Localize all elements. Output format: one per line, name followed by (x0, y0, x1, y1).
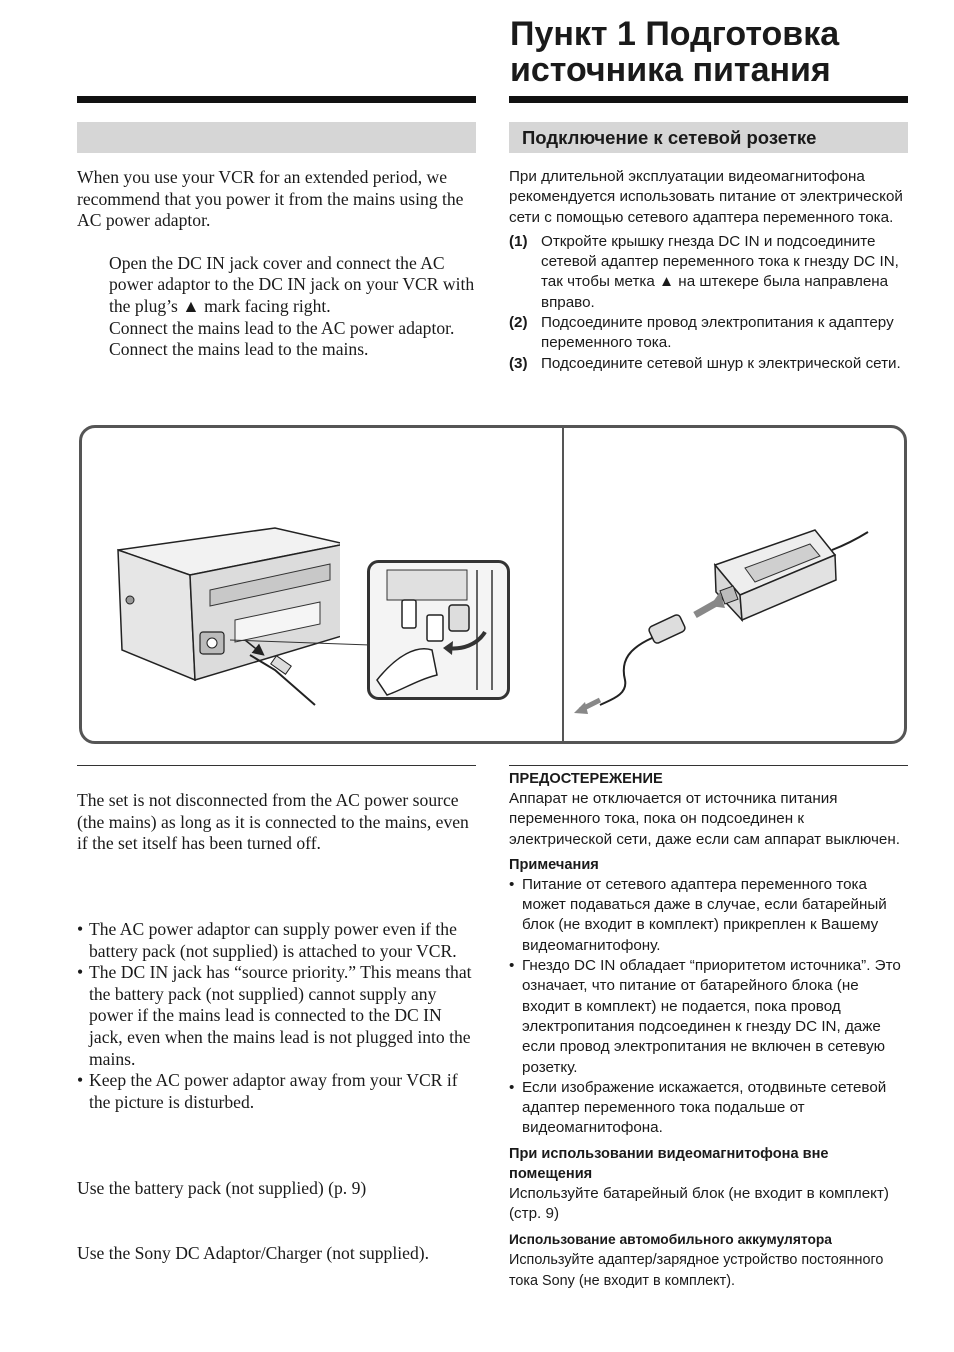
russian-outdoors-heading: При использовании видеомагнитофона вне помещения (509, 1145, 829, 1182)
step-number: (1) (509, 232, 528, 250)
english-caution: The set is not disconnected from the AC power source (the mains) as long as it is connected to the mains, even if the set itself has been turned off. (77, 790, 469, 854)
russian-outdoors-text: Используйте батарейный блок (не входит в комплект) (стр. 9) (509, 1184, 889, 1223)
russian-section-bar (509, 122, 908, 153)
english-steps (109, 253, 475, 361)
russian-step-1 (509, 232, 909, 313)
note-text: Питание от сетевого адаптера переменного тока может подаваться даже в случае, если батарейный блок (не входит в комплект) прикреплен к Вашему видеомагнитофону. (522, 875, 887, 954)
step-number: (2) (509, 314, 528, 332)
russian-car-heading: Использование автомобильного аккумулятора (509, 1232, 832, 1248)
english-outdoors-text: Use the battery pack (not supplied) (p. 9) (77, 1178, 367, 1198)
page-title (510, 16, 930, 88)
russian-note-3 (509, 1078, 909, 1139)
bullet: • (77, 919, 84, 939)
note-text: The DC IN jack has “source priority.” This means that the battery pack (not supplied) cannot supply any power if the mains lead is connected to the DC IN jack, even when the mains lead is not plugged into the mains. (89, 962, 472, 1069)
english-note-3 (77, 1070, 475, 1113)
russian-note-2 (509, 956, 909, 1078)
english-step-1: Open the DC IN jack cover and connect the AC power adaptor to the DC IN jack on your VCR with the plug’s ▲ mark facing right. (109, 252, 475, 316)
note-text: The AC power adaptor can supply power even if the battery pack (not supplied) is attached to your VCR. (89, 919, 457, 961)
step-text: Откройте крышку гнезда DC IN и подсоедините сетевой адаптер переменного тока к гнезду DC IN, так чтобы метка ▲ на штекере была направлена вправо. (541, 232, 899, 311)
russian-heading-rule (509, 96, 908, 103)
step-text: Подсоедините сетевой шнур к электрической сети. (541, 354, 901, 372)
russian-section-rule (509, 765, 908, 766)
russian-step-3 (509, 354, 909, 374)
bullet: • (509, 1078, 515, 1096)
russian-steps (509, 232, 909, 374)
russian-caution-heading: ПРЕДОСТЕРЕЖЕНИЕ (509, 771, 663, 787)
note-text: Если изображение искажается, отодвиньте сетевой адаптер переменного тока подальше от видеомагнитофона. (522, 1078, 887, 1137)
english-note-1 (77, 919, 475, 962)
bullet: • (509, 875, 515, 893)
russian-notes-heading: Примечания (509, 856, 599, 873)
english-car-battery-text: Use the Sony DC Adaptor/Charger (not supplied). (77, 1243, 429, 1263)
english-intro: When you use your VCR for an extended period, we recommend that you power it from the mains using the AC power adaptor. (77, 167, 464, 231)
page-title-line1: Пункт 1 Подготовка (510, 15, 840, 53)
illustration-divider (562, 427, 564, 742)
english-top-column (77, 167, 475, 361)
step-text: Подсоедините провод электропитания к адаптеру переменного тока. (541, 314, 894, 352)
bullet: • (509, 957, 515, 975)
ac-adaptor-illustration (570, 520, 870, 720)
russian-caution-text: Аппарат не отключается от источника питания переменного тока, пока он подсоединен к электрической сети, даже если сам аппарат выключен. (509, 790, 900, 848)
english-step-2: Connect the mains lead to the AC power adaptor. (109, 317, 455, 338)
english-notes (77, 919, 475, 1113)
bullet: • (77, 1070, 84, 1091)
russian-note-1 (509, 875, 909, 956)
english-section-rule (77, 765, 476, 766)
russian-car-text: Используйте адаптер/зарядное устройство постоянного тока Sony (не входит в комплект). (509, 1252, 884, 1289)
page-title-line2: источника питания (510, 51, 831, 89)
english-section-bar (77, 122, 476, 153)
russian-intro: При длительной эксплуатации видеомагнитофона рекомендуется использовать питание от электрической сети с помощью сетевого адаптера переменного тока. (509, 168, 903, 226)
note-text: Keep the AC power adaptor away from your VCR if the picture is disturbed. (89, 1070, 458, 1112)
bullet: • (77, 962, 84, 983)
russian-bottom-column (509, 769, 909, 1291)
english-heading-rule (77, 96, 476, 103)
english-step-3: Connect the mains lead to the mains. (109, 339, 369, 360)
russian-top-column (509, 167, 909, 374)
step-number: (3) (509, 354, 528, 372)
dc-in-jack-detail (367, 560, 510, 700)
detail-callout-lines (230, 600, 380, 660)
note-text: Гнездо DC IN обладает “приоритетом источника”. Это означает, что питание от батарейного блока (не входит в комплект) не подается, пока провод электропитания подсоединен к гнезду DC IN, даже если провод электропитания не включен в сетевую розетку. (522, 957, 901, 1076)
english-note-2 (77, 962, 475, 1070)
russian-section-heading: Подключение к сетевой розетке (522, 127, 817, 148)
russian-step-2 (509, 313, 909, 354)
